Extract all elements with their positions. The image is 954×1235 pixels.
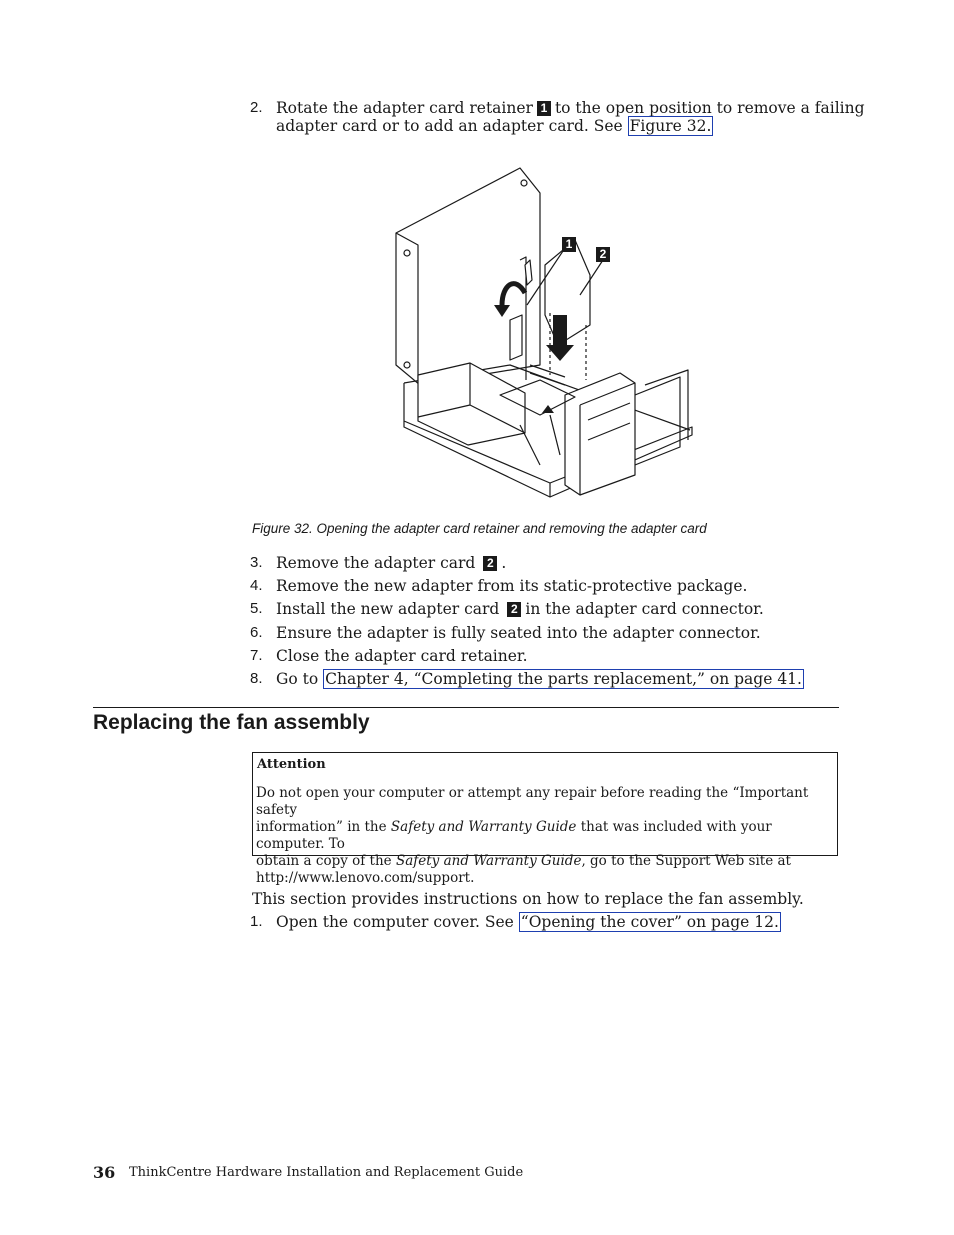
step-text-part: adapter card or to add an adapter card. See bbox=[276, 117, 623, 135]
step-number: 1. bbox=[250, 913, 263, 930]
step-text bbox=[276, 600, 764, 618]
step-text-part: Open the computer cover. See bbox=[276, 913, 514, 931]
step-number: 3. bbox=[250, 554, 263, 571]
step-number: 2. bbox=[250, 99, 263, 116]
chapter-4-link[interactable]: Chapter 4, “Completing the parts replacement,” on page 41. bbox=[325, 670, 802, 688]
step-text: Close the adapter card retainer. bbox=[276, 647, 528, 665]
figure-callout-1: 1 bbox=[562, 237, 576, 252]
attention-text: obtain a copy of the bbox=[256, 853, 392, 869]
attention-text: , go to the Support Web site at bbox=[581, 853, 791, 869]
attention-body bbox=[256, 785, 831, 887]
section-title: Replacing the fan assembly bbox=[93, 711, 370, 734]
step-text-part: Go to bbox=[276, 670, 319, 688]
callout-2: 2 bbox=[507, 602, 521, 617]
attention-line: Do not open your computer or attempt any repair before reading the “Important safety bbox=[256, 785, 809, 818]
attention-line bbox=[256, 819, 831, 853]
step-text bbox=[276, 913, 781, 931]
attention-text: information” in the bbox=[256, 819, 387, 835]
step-number: 5. bbox=[250, 600, 263, 617]
attention-heading: Attention bbox=[257, 757, 326, 772]
guide-title: Safety and Warranty Guide bbox=[395, 853, 582, 869]
step-text-part: to the open position to remove a failing bbox=[554, 99, 865, 117]
attention-url: http://www.lenovo.com/support. bbox=[256, 870, 475, 886]
attention-text: that was included with your computer. To bbox=[256, 819, 772, 852]
callout-1: 1 bbox=[537, 101, 551, 116]
section-rule bbox=[93, 707, 839, 708]
figure-32-link[interactable]: Figure 32. bbox=[629, 117, 712, 135]
step-text bbox=[276, 670, 804, 688]
step-text bbox=[276, 117, 713, 135]
step-text bbox=[276, 554, 506, 572]
step-number: 6. bbox=[250, 624, 263, 641]
callout-2: 2 bbox=[483, 556, 497, 571]
attention-line bbox=[256, 853, 831, 870]
step-text: Remove the new adapter from its static-protective package. bbox=[276, 577, 748, 595]
footer-title: ThinkCentre Hardware Installation and Replacement Guide bbox=[129, 1165, 524, 1180]
section-intro: This section provides instructions on how to replace the fan assembly. bbox=[252, 890, 804, 908]
step-text-part: Remove the adapter card bbox=[276, 554, 476, 572]
step-number: 4. bbox=[250, 577, 263, 594]
page-number: 36 bbox=[93, 1163, 116, 1182]
step-text bbox=[276, 99, 865, 117]
step-text-part: Rotate the adapter card retainer bbox=[276, 99, 533, 117]
guide-title: Safety and Warranty Guide bbox=[390, 819, 577, 835]
opening-cover-link[interactable]: “Opening the cover” on page 12. bbox=[520, 913, 779, 931]
figure-caption: Figure 32. Opening the adapter card retainer and removing the adapter card bbox=[252, 521, 707, 536]
attention-notice bbox=[252, 752, 838, 886]
step-text-part: . bbox=[501, 554, 507, 572]
figure-callout-2: 2 bbox=[596, 247, 610, 262]
step-text: Ensure the adapter is fully seated into the adapter connector. bbox=[276, 624, 761, 642]
step-text-part: in the adapter card connector. bbox=[525, 600, 764, 618]
adapter-card-illustration bbox=[390, 165, 700, 505]
step-number: 7. bbox=[250, 647, 263, 664]
step-number: 8. bbox=[250, 670, 263, 687]
step-text-part: Install the new adapter card bbox=[276, 600, 500, 618]
